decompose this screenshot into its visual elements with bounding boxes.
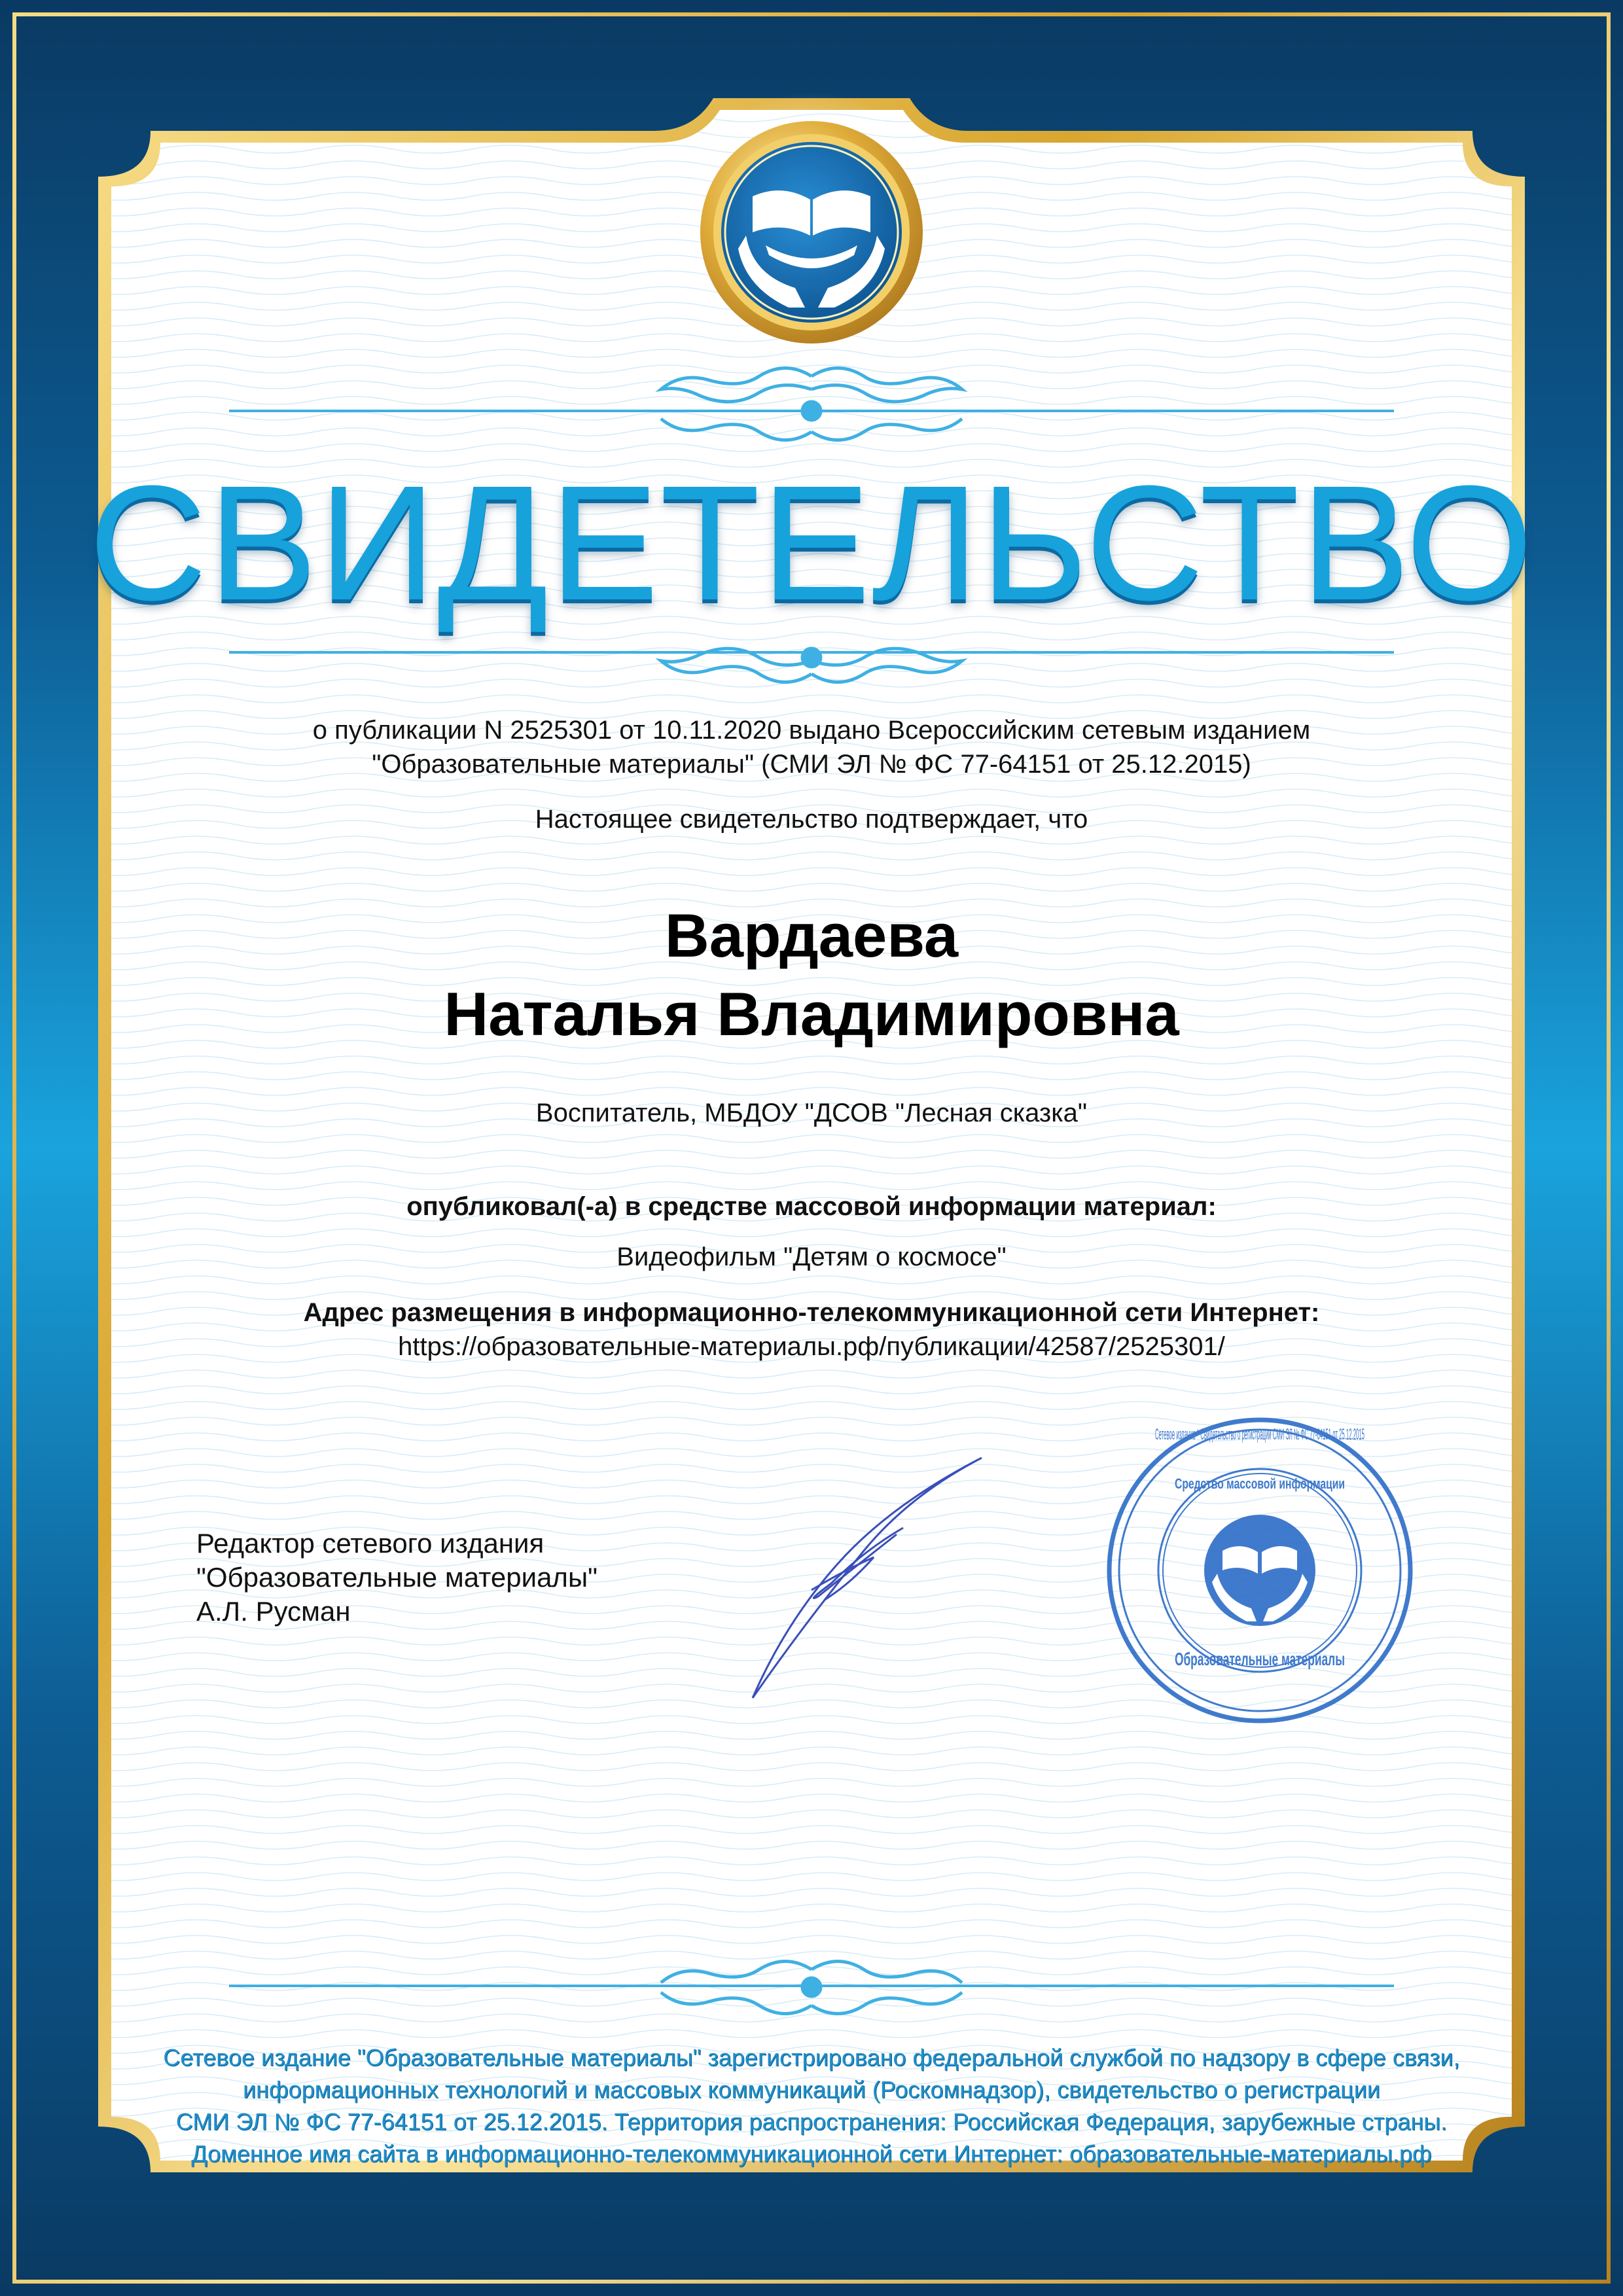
footer-line4: Доменное имя сайта в информационно-телекоммуникационной сети Интернет: образовательные-материалы.рф bbox=[191, 2140, 1432, 2167]
publication-info-line2: "Образовательные материалы" (СМИ ЭЛ № ФС 77-64151 от 25.12.2015) bbox=[372, 750, 1251, 779]
editor-line1: Редактор сетевого издания bbox=[196, 1528, 544, 1559]
recipient-given-names: Наталья Владимировна bbox=[444, 980, 1179, 1048]
confirmation-text: Настоящее свидетельство подтверждает, что bbox=[535, 805, 1088, 834]
footer-line1: Сетевое издание "Образовательные материалы" зарегистрировано федеральной службой по надзору в сфере связи, bbox=[163, 2044, 1460, 2071]
logo-medallion bbox=[671, 92, 952, 373]
address-url: https://образовательные-материалы.рф/публикации/42587/2525301/ bbox=[398, 1332, 1225, 1361]
published-label: опубликовал(-а) в средстве массовой информации материал: bbox=[406, 1192, 1217, 1221]
recipient-position: Воспитатель, МБДОУ "ДСОВ "Лесная сказка" bbox=[535, 1099, 1088, 1127]
material-title: Видеофильм "Детям о космосе" bbox=[616, 1243, 1007, 1271]
footer-line3: СМИ ЭЛ № ФС 77-64151 от 25.12.2015. Территория распространения: Российская Федерация, зарубежные страны. bbox=[175, 2108, 1448, 2135]
stamp-text-top: Сетевое издание * Свидетельство о регистрации СМИ ЭЛ № ФС 77-64151 от 25.12.2015 bbox=[1155, 1426, 1364, 1443]
editor-block bbox=[196, 1527, 597, 1629]
editor-name: А.Л. Русман bbox=[196, 1596, 351, 1627]
stamp-text-inner-top: Средство массовой информации bbox=[1175, 1475, 1345, 1492]
footer-legal bbox=[105, 2041, 1518, 2170]
recipient-surname: Вардаева bbox=[664, 901, 959, 970]
footer-line2: информационных технологий и массовых коммуникаций (Роскомнадзор), свидетельство о регистрации bbox=[243, 2076, 1380, 2103]
address-label: Адрес размещения в информационно-телекоммуникационной сети Интернет: bbox=[303, 1298, 1320, 1327]
stamp-text-inner-bottom: Образовательные материалы bbox=[1175, 1649, 1345, 1669]
certificate-title: СВИДЕТЕЛЬСТВО bbox=[88, 451, 1535, 634]
publication-info-line1: о публикации N 2525301 от 10.11.2020 выдано Всероссийским сетевым изданием bbox=[312, 716, 1311, 745]
editor-line2: "Образовательные материалы" bbox=[196, 1562, 598, 1593]
